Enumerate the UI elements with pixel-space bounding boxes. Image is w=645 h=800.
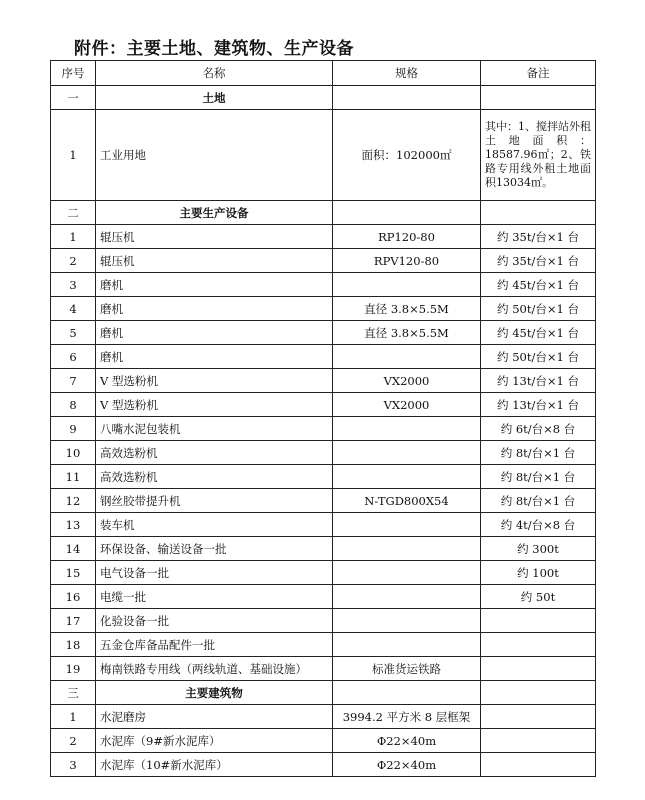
row-number: 11 (51, 465, 96, 489)
row-name: 化验设备一批 (96, 609, 333, 633)
row-name: 环保设备、输送设备一批 (96, 537, 333, 561)
row-spec (333, 417, 481, 441)
row-note: 约 35t/台×1 台 (481, 225, 596, 249)
row-number: 13 (51, 513, 96, 537)
row-name: 电气设备一批 (96, 561, 333, 585)
row-name: 高效选粉机 (96, 465, 333, 489)
assets-table (50, 60, 596, 777)
row-name: 水泥库（10#新水泥库） (96, 753, 333, 777)
row-name: 辊压机 (96, 225, 333, 249)
row-number: 19 (51, 657, 96, 681)
table-row (51, 297, 596, 321)
row-note (481, 657, 596, 681)
table-row (51, 729, 596, 753)
row-spec (333, 609, 481, 633)
row-note (481, 609, 596, 633)
row-number: 8 (51, 393, 96, 417)
header-no: 序号 (51, 61, 96, 86)
row-spec: VX2000 (333, 393, 481, 417)
row-note: 约 13t/台×1 台 (481, 369, 596, 393)
row-spec: Φ22×40m (333, 753, 481, 777)
row-name: V 型选粉机 (96, 369, 333, 393)
table-row (51, 273, 596, 297)
row-spec (333, 513, 481, 537)
row-spec (333, 585, 481, 609)
table-row (51, 657, 596, 681)
row-name: 土地 (96, 86, 333, 110)
table-header-row (51, 61, 596, 86)
row-spec (333, 681, 481, 705)
page-title: 附件：主要土地、建筑物、生产设备 (74, 39, 354, 59)
row-number: 二 (51, 201, 96, 225)
row-spec (333, 273, 481, 297)
row-number: 2 (51, 249, 96, 273)
row-note: 约 50t (481, 585, 596, 609)
row-spec: 面积：102000㎡ (333, 110, 481, 201)
header-name: 名称 (96, 61, 333, 86)
table-row (51, 489, 596, 513)
row-note (481, 705, 596, 729)
section-row (51, 681, 596, 705)
row-spec (333, 633, 481, 657)
table-row (51, 321, 596, 345)
row-name: 磨机 (96, 345, 333, 369)
table-row (51, 465, 596, 489)
row-number: 16 (51, 585, 96, 609)
row-name: 辊压机 (96, 249, 333, 273)
row-note (481, 201, 596, 225)
table-row (51, 249, 596, 273)
row-note (481, 86, 596, 110)
table-row (51, 417, 596, 441)
row-name: 八嘴水泥包装机 (96, 417, 333, 441)
row-name: 磨机 (96, 321, 333, 345)
row-note (481, 729, 596, 753)
row-number: 2 (51, 729, 96, 753)
row-note: 约 45t/台×1 台 (481, 273, 596, 297)
table-row (51, 110, 596, 201)
table-row (51, 225, 596, 249)
row-spec: RPV120-80 (333, 249, 481, 273)
row-number: 一 (51, 86, 96, 110)
table-row (51, 561, 596, 585)
row-number: 4 (51, 297, 96, 321)
row-name: 水泥库（9#新水泥库） (96, 729, 333, 753)
row-name: 主要建筑物 (96, 681, 333, 705)
row-number: 三 (51, 681, 96, 705)
table-row (51, 441, 596, 465)
row-spec: 直径 3.8×5.5M (333, 297, 481, 321)
row-spec: N-TGD800X54 (333, 489, 481, 513)
row-note: 约 13t/台×1 台 (481, 393, 596, 417)
table-row (51, 585, 596, 609)
table-row (51, 369, 596, 393)
row-note: 约 8t/台×1 台 (481, 489, 596, 513)
row-note (481, 633, 596, 657)
row-spec: 3994.2 平方米 8 层框架 (333, 705, 481, 729)
row-note: 约 300t (481, 537, 596, 561)
row-note: 约 4t/台×8 台 (481, 513, 596, 537)
row-name: 磨机 (96, 297, 333, 321)
row-number: 1 (51, 110, 96, 201)
table-row (51, 609, 596, 633)
row-number: 18 (51, 633, 96, 657)
row-spec (333, 465, 481, 489)
table-row (51, 345, 596, 369)
row-spec: 直径 3.8×5.5M (333, 321, 481, 345)
row-number: 7 (51, 369, 96, 393)
row-spec (333, 86, 481, 110)
row-note: 约 35t/台×1 台 (481, 249, 596, 273)
row-name: 钢丝胶带提升机 (96, 489, 333, 513)
row-spec (333, 201, 481, 225)
row-number: 5 (51, 321, 96, 345)
row-name: V 型选粉机 (96, 393, 333, 417)
table-row (51, 633, 596, 657)
section-row (51, 201, 596, 225)
row-number: 6 (51, 345, 96, 369)
table-row (51, 705, 596, 729)
row-spec: Φ22×40m (333, 729, 481, 753)
row-note: 约 50t/台×1 台 (481, 297, 596, 321)
table-row (51, 513, 596, 537)
row-spec (333, 345, 481, 369)
row-number: 9 (51, 417, 96, 441)
section-row (51, 86, 596, 110)
row-note (481, 753, 596, 777)
row-name: 梅南铁路专用线（两线轨道、基础设施） (96, 657, 333, 681)
header-spec: 规格 (333, 61, 481, 86)
row-note: 约 8t/台×1 台 (481, 441, 596, 465)
row-note: 其中：1、搅拌站外租土地面积：18587.96㎡；2、铁路专用线外租土地面积13034㎡。 (481, 110, 596, 201)
row-number: 17 (51, 609, 96, 633)
row-number: 3 (51, 753, 96, 777)
row-name: 主要生产设备 (96, 201, 333, 225)
row-number: 14 (51, 537, 96, 561)
row-number: 10 (51, 441, 96, 465)
row-number: 12 (51, 489, 96, 513)
row-name: 装车机 (96, 513, 333, 537)
row-name: 水泥磨房 (96, 705, 333, 729)
row-number: 15 (51, 561, 96, 585)
header-note: 备注 (481, 61, 596, 86)
row-spec: VX2000 (333, 369, 481, 393)
row-note (481, 681, 596, 705)
row-name: 工业用地 (96, 110, 333, 201)
row-name: 高效选粉机 (96, 441, 333, 465)
row-spec: 标准货运铁路 (333, 657, 481, 681)
table-row (51, 537, 596, 561)
row-spec: RP120-80 (333, 225, 481, 249)
row-note: 约 50t/台×1 台 (481, 345, 596, 369)
row-number: 3 (51, 273, 96, 297)
row-note: 约 6t/台×8 台 (481, 417, 596, 441)
table-row (51, 753, 596, 777)
row-name: 磨机 (96, 273, 333, 297)
table-row (51, 393, 596, 417)
row-note: 约 8t/台×1 台 (481, 465, 596, 489)
row-number: 1 (51, 225, 96, 249)
row-note: 约 100t (481, 561, 596, 585)
row-spec (333, 561, 481, 585)
row-spec (333, 441, 481, 465)
row-note: 约 45t/台×1 台 (481, 321, 596, 345)
row-name: 电缆一批 (96, 585, 333, 609)
row-spec (333, 537, 481, 561)
row-number: 1 (51, 705, 96, 729)
row-name: 五金仓库备品配件一批 (96, 633, 333, 657)
